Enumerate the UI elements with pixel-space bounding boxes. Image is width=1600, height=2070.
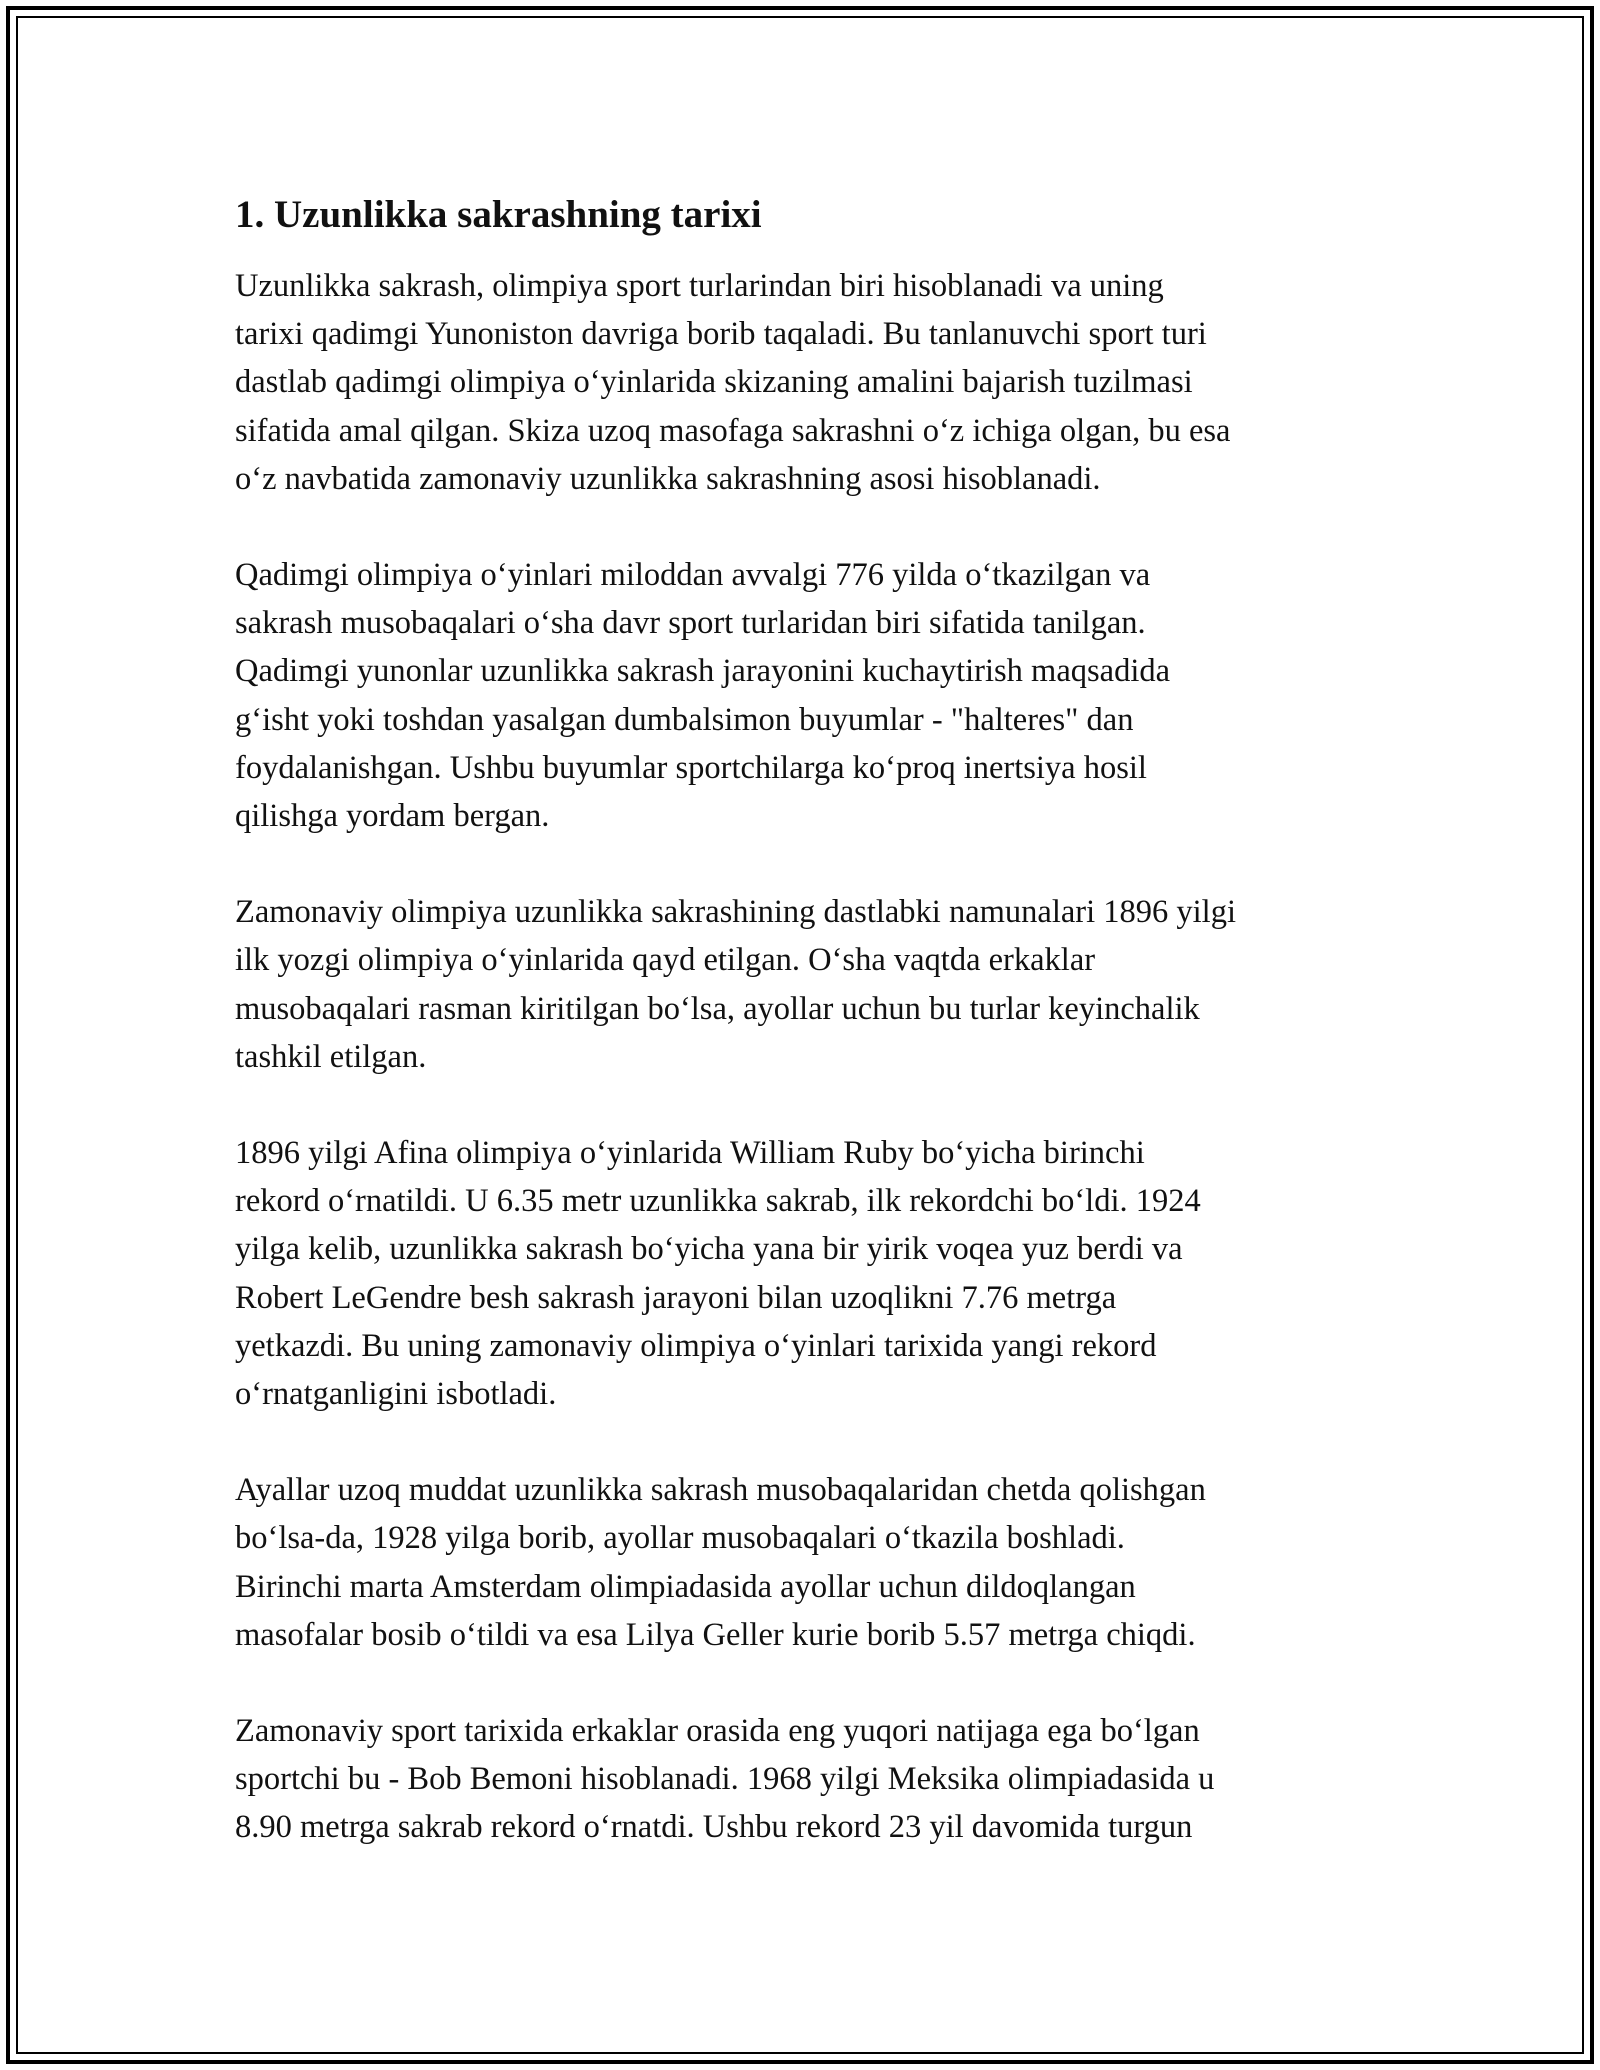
paragraph: Zamonaviy sport tarixida erkaklar orasida eng yuqori natijaga ega bo‘lgan sportchi bu - Bob Bemoni hisoblanadi. 1968 yilgi Meksika olimpiadasida u 8.90 metrga sakrab rekord o‘rnatdi. Ushbu rekord 23 yil davomida turgun <box>235 1713 1215 1846</box>
paragraph: Qadimgi olimpiya o‘yinlari miloddan avvalgi 776 yilda o‘tkazilgan va sakrash musobaqalari o‘sha davr sport turlaridan biri sifatida tanilgan. Qadimgi yunonlar uzunlikka sakrash jarayonini kuchaytirish maqsadida g‘isht yoki toshdan yasalgan dumbalsimon buyumlar - "halteres" dan foydalanishgan. Ushbu buyumlar sportchilarga ko‘proq inertsiya hosil qilishga yordam bergan. <box>235 557 1171 835</box>
paragraph: Ayallar uzoq muddat uzunlikka sakrash musobaqalaridan chetda qolishgan bo‘lsa-da, 1928 yilga borib, ayollar musobaqalari o‘tkazila boshladi. Birinchi marta Amsterdam olimpiadasida ayollar uchun dildoqlangan masofalar bosib o‘tildi va esa Lilya Geller kurie borib 5.57 metrga chiqdi. <box>235 1472 1206 1653</box>
section-title: 1. Uzunlikka sakrashning tarixi <box>235 193 762 236</box>
paragraph: 1896 yilgi Afina olimpiya o‘yinlarida William Ruby bo‘yicha birinchi rekord o‘rnatildi. U 6.35 metr uzunlikka sakrab, ilk rekordchi bo‘ldi. 1924 yilga kelib, uzunlikka sakrash bo‘yicha yana bir yirik voqea yuz berdi va Robert LeGendre besh sakrash jarayoni bilan uzoqlikni 7.76 metrga yetkazdi. Bu uning zamonaviy olimpiya o‘yinlari tarixida yangi rekord o‘rnatganligini isbotladi. <box>235 1135 1201 1413</box>
document-body <box>235 186 1385 1900</box>
paragraph: Uzunlikka sakrash, olimpiya sport turlarindan biri hisoblanadi va uning tarixi qadimgi Yunoniston davriga borib taqaladi. Bu tanlanuvchi sport turi dastlab qadimgi olimpiya o‘yinlarida skizaning amalini bajarish tuzilmasi sifatida amal qilgan. Skiza uzoq masofaga sakrashni o‘z ichiga olgan, bu esa o‘z navbatida zamonaviy uzunlikka sakrashning asosi hisoblanadi. <box>235 268 1231 497</box>
paragraph: Zamonaviy olimpiya uzunlikka sakrashining dastlabki namunalari 1896 yilgi ilk yozgi olimpiya o‘yinlarida qayd etilgan. O‘sha vaqtda erkaklar musobaqalari rasman kiritilgan bo‘lsa, ayollar uchun bu turlar keyinchalik tashkil etilgan. <box>235 894 1236 1075</box>
